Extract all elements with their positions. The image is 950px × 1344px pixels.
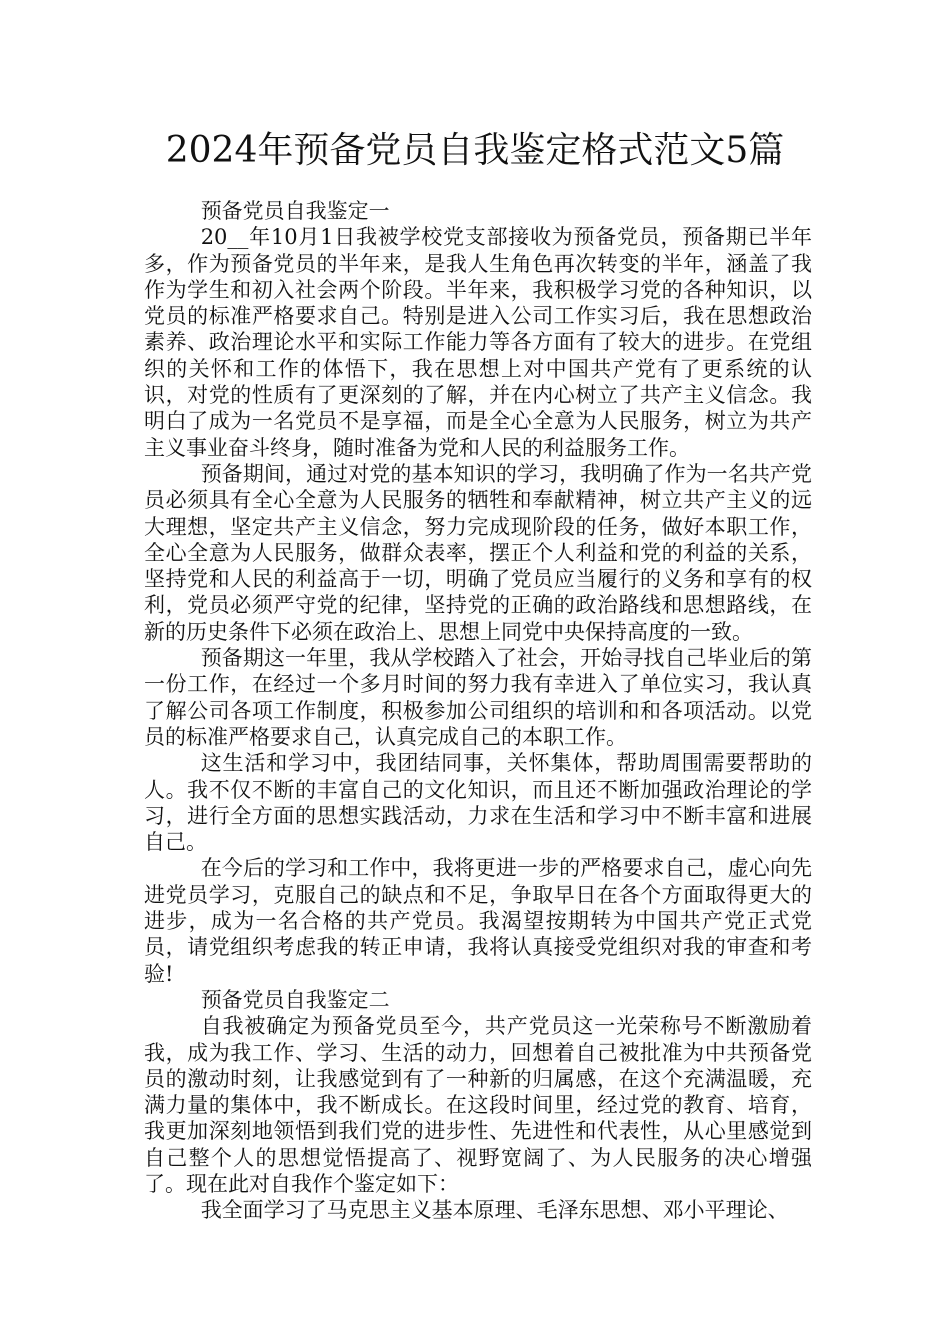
document-body — [144, 198, 812, 1224]
document-title: 2024年预备党员自我鉴定格式范文5篇 — [165, 130, 785, 171]
body-paragraph: 这生活和学习中，我团结同事，关怀集体，帮助周围需要帮助的人。我不仅不断的丰富自己的文化知识，而且还不断加强政治理论的学习，进行全方面的思想实践活动，力求在生活和学习中不断丰富和进展自己。 — [144, 751, 812, 855]
body-paragraph: 预备期间，通过对党的基本知识的学习，我明确了作为一名共产党员必须具有全心全意为人民服务的牺牲和奉献精神，树立共产主义的远大理想，坚定共产主义信念，努力完成现阶段的任务，做好本职工作，全心全意为人民服务，做群众表率，摆正个人利益和党的利益的关系，坚持党和人民的利益高于一切，明确了党员应当履行的义务和享有的权利，党员必须严守党的纪律，坚持党的正确的政治路线和思想路线，在新的历史条件下必须在政治上、思想上同党中央保持高度的一致。 — [144, 461, 812, 644]
body-paragraph: 20__年10月1日我被学校党支部接收为预备党员，预备期已半年多，作为预备党员的半年来，是我人生角色再次转变的半年，涵盖了我作为学生和初入社会两个阶段。半年来，我积极学习党的各种知识，以党员的标准严格要求自己。特别是进入公司工作实习后，我在思想政治素养、政治理论水平和实际工作能力等各方面有了较大的进步。在党组织的关怀和工作的体悟下，我在思想上对中国共产党有了更系统的认识，对党的性质有了更深刻的了解，并在内心树立了共产主义信念。我明白了成为一名党员不是享福，而是全心全意为人民服务，树立为共产主义事业奋斗终身，随时准备为党和人民的利益服务工作。 — [144, 225, 812, 460]
body-paragraph: 预备期这一年里，我从学校踏入了社会，开始寻找自己毕业后的第一份工作，在经过一个多月时间的努力我有幸进入了单位实习，我认真了解公司各项工作制度，积极参加公司组织的培训和和各项活动。以党员的标准严格要求自己，认真完成自己的本职工作。 — [144, 646, 812, 749]
section-heading: 预备党员自我鉴定二 — [200, 987, 390, 1012]
body-paragraph: 我全面学习了马克思主义基本原理、毛泽东思想、邓小平理论、 — [200, 1198, 789, 1223]
body-paragraph: 在今后的学习和工作中，我将更进一步的严格要求自己，虚心向先进党员学习，克服自己的缺点和不足，争取早日在各个方面取得更大的进步，成为一名合格的共产党员。我渴望按期转为中国共产党正式党员，请党组织考虑我的转正申请，我将认真接受党组织对我的审查和考验! — [144, 856, 812, 986]
body-paragraph: 自我被确定为预备党员至今，共产党员这一光荣称号不断激励着我，成为我工作、学习、生活的动力，回想着自己被批准为中共预备党员的激动时刻，让我感觉到有了一种新的归属感，在这个充满温暖，充满力量的集体中，我不断成长。在这段时间里，经过党的教育、培育，我更加深刻地领悟到我们党的进步性、先进性和代表性，从心里感觉到自己整个人的思想觉悟提高了、视野宽阔了、为人民服务的决心增强了。现在此对自我作个鉴定如下： — [144, 1014, 812, 1196]
section-heading: 预备党员自我鉴定一 — [200, 199, 390, 223]
